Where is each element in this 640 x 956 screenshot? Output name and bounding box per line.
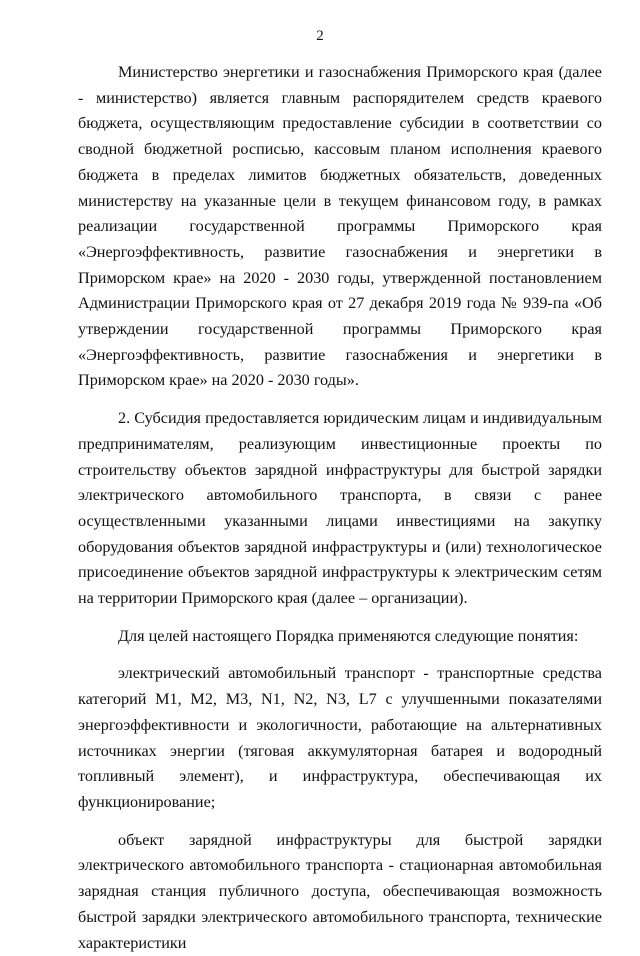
page-number: 2: [316, 28, 324, 44]
document-body: [78, 60, 602, 956]
paragraph-ministry: Министерство энергетики и газоснабжения Приморского края (далее - министерство) является главным распорядителем средств краевого бюджета, осуществляющим предоставление субсидии в соответствии со сводной бюджетной росписью, кассовым планом исполнения краевого бюджета в пределах лимитов бюджетных обязательств, доведенных министерству на указанные цели в текущем финансовом году, в рамках реализации государственной программы Приморского края «Энергоэффективность, развитие газоснабжения и энергетики в Приморском крае» на 2020 - 2030 годы, утвержденной постановлением Администрации Приморского края от 27 декабря 2019 года № 939-па «Об утверждении государственной программы Приморского края «Энергоэффективность, развитие газоснабжения и энергетики в Приморском крае» на 2020 - 2030 годы».: [78, 63, 602, 390]
paragraph-electric-transport-definition: электрический автомобильный транспорт - транспортные средства категорий M1, M2, M3, N1, N2, N3, L7 с улучшенными показателями энергоэффективности и экологичности, работающие на альтернативных источниках энергии (тяговая аккумуляторная батарея и водородный топливный элемент), и инфраструктура, обеспечивающая их функционирование;: [78, 664, 602, 811]
paragraph-charging-station-definition: объект зарядной инфраструктуры для быстрой зарядки электрического автомобильного транспорта - стационарная автомобильная зарядная станция публичного доступа, обеспечивающая возможность быстрой зарядки электрического автомобильного транспорта, технические характеристики: [78, 830, 602, 952]
paragraph-subsidy: 2. Субсидия предоставляется юридическим лицам и индивидуальным предпринимателям, реализующим инвестиционные проекты по строительству объектов зарядной инфраструктуры для быстрой зарядки электрического автомобильного транспорта, в связи с ранее осуществленными указанными лицами инвестициями на закупку оборудования объектов зарядной инфраструктуры и (или) технологическое присоединение объектов зарядной инфраструктуры к электрическим сетям на территории Приморского края (далее – организации).: [78, 409, 602, 608]
paragraph-definitions-intro: Для целей настоящего Порядка применяются следующие понятия:: [118, 626, 579, 645]
